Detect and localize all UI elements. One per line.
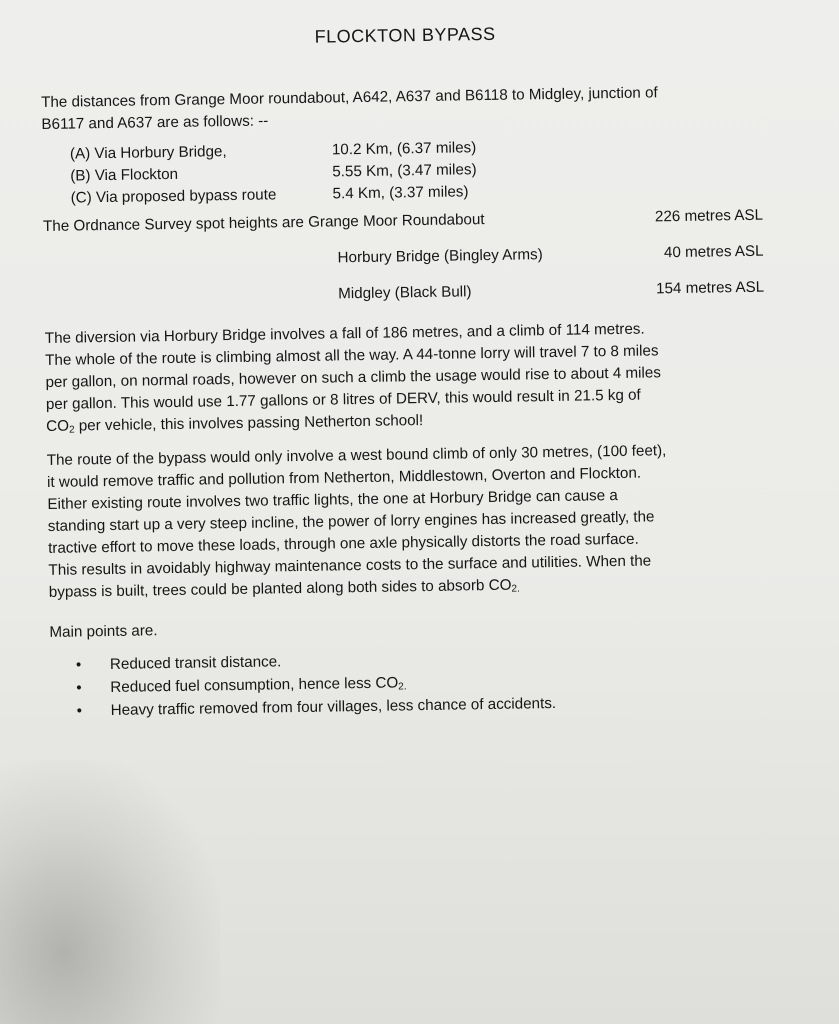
heights-intro: The Ordnance Survey spot heights are Grange Moor Roundabout [42,211,485,235]
paragraph-line: it would remove traffic and pollution from Netherton, Middlestown, Overton and Flockton. [46,464,642,491]
height-value: 40 metres ASL [663,242,764,262]
height-value: 154 metres ASL [655,278,765,298]
main-points-list [76,643,771,723]
intro-line: The distances from Grange Moor roundabout, A642, A637 and B6118 to Midgley, junction of [41,84,658,111]
paragraph-line: per gallon, on normal roads, however on such a climb the usage would rise to about 4 miles [45,364,662,391]
route-distance: 10.2 Km, (6.37 miles) [331,139,477,159]
height-row [44,277,764,310]
paragraph-line: tractive effort to move these loads, through one axle physically distorts the road surface. [48,530,639,557]
paragraph-line: The diversion via Horbury Bridge involves a fall of 186 metres, and a climb of 114 metres. [44,320,645,347]
paragraph-line: The route of the bypass would only involve a west bound climb of only 30 metres, (100 feet), [46,442,667,469]
height-place: Midgley (Black Bull) [338,283,472,303]
point-text: Reduced fuel consumption, hence less CO [110,674,399,696]
bullet-icon: • [76,702,83,720]
intro-line: B6117 and A637 are as follows: -- [41,112,269,133]
spot-heights [43,205,765,322]
height-place: Horbury Bridge (Bingley Arms) [337,246,543,267]
hand-shadow [0,760,220,1024]
co2-text: CO [46,417,70,435]
co2-subscript: 2. [511,583,520,595]
height-row [43,205,763,238]
route-distance: 5.55 Km, (3.47 miles) [332,161,477,181]
paragraph-text: bypass is built, trees could be planted along both sides to absorb CO [48,576,512,601]
co2-subscript: 2 [68,424,75,436]
document-content [40,19,771,723]
main-points-heading: Main points are. [49,622,158,641]
diversion-paragraph [45,317,767,438]
bullet-icon: • [75,656,82,674]
route-label: (B) Via Flockton [70,165,179,185]
point-text: Reduced transit distance. [109,653,282,673]
bullet-icon: • [76,679,82,697]
height-value: 226 metres ASL [654,206,764,226]
point-text: Heavy traffic removed from four villages, less chance of accidents. [110,694,557,719]
route-label: (C) Via proposed bypass route [70,186,277,207]
bypass-paragraph [47,439,769,604]
paragraph-text: per vehicle, this involves passing Netherton school! [74,412,424,435]
route-distance: 5.4 Km, (3.37 miles) [332,183,469,203]
document-title: FLOCKTON BYPASS [314,23,496,47]
paragraph-line: The whole of the route is climbing almost all the way. A 44-tonne lorry will travel 7 to 8 miles [45,342,659,369]
co2-subscript: 2. [398,681,407,693]
paragraph-line: per gallon. This would use 1.77 gallons or 8 litres of DERV, this would result in 21.5 kg of [45,386,641,413]
routes-table [70,137,477,209]
paragraph-line: Either existing route involves two traffic lights, the one at Horbury Bridge can cause a [47,486,618,513]
route-label: (A) Via Horbury Bridge, [69,143,227,163]
intro-paragraph [41,81,762,136]
paragraph-line: standing start up a very steep incline, the power of lorry engines has increased greatly, the [47,508,655,535]
height-row [43,241,763,274]
paragraph-line: This results in avoidably highway maintenance costs to the surface and utilities. When the [48,552,652,579]
